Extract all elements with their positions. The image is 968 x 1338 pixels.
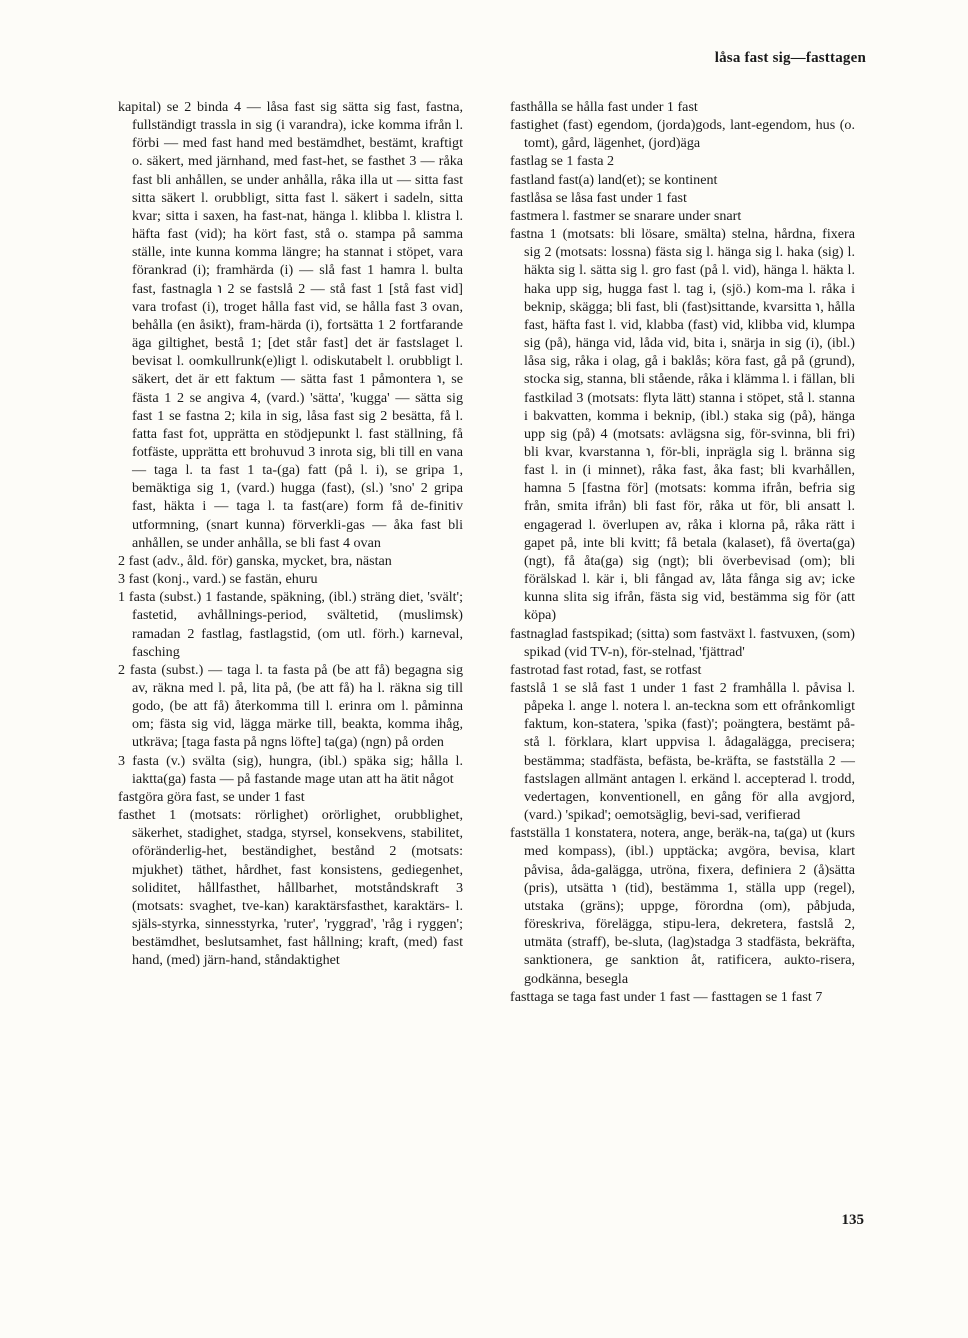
entry-line: avgjord, (vard.) 'spikad'; oemotsäglig, bevi- (524, 788, 855, 824)
entry-line: 2 se fastslå 2 — stå fast 1 [stå fast vid] (227, 280, 463, 297)
entry-line: fastlag se 1 fasta 2 (510, 153, 615, 170)
entry-line: fastlag, fastlagstid, (om utl. förh.) karneval, (201, 625, 463, 642)
entry-line: fastgöra göra fast, se under 1 fast (118, 788, 305, 805)
entry-line: sluta, (lag)stadga 3 stadfästa, bekräfta, (632, 934, 855, 951)
entry-line: påminna om; fästa sig vid, lägga märke till, (132, 698, 464, 733)
entry-line: i, snärja in sig (i), (ibl.) låsa sig, råka i olag, (524, 335, 855, 370)
entry-line: beakta, komma ihåg, utkräva; [taga fasta (132, 716, 463, 751)
entry-line: fastland fast(a) land(et); se kontinent (510, 171, 718, 188)
entry-line: under anhålla, råka illa ut — sitta fast sitta (132, 171, 464, 206)
entry-line: mage utan att ha ätit något (304, 770, 454, 787)
entry-line: period, svältetid, (muslimsk) ramadan 2 (132, 607, 464, 642)
entry-line: l. haka upp sig, hugga fast l. tag i, (sjö.) kom- (524, 262, 855, 297)
entry-line: fotfäste, upprätta ett brohuvud 3 inrota (132, 443, 357, 460)
entry-line: kapital) se 2 binda 4 — låsa fast sig sätta (118, 99, 375, 115)
entry-line: överlupen av, råka i klorna på, råka rätt (602, 516, 852, 533)
entry-line: fastrotad fast rotad, fast, se rotfast (510, 661, 702, 678)
dictionary-entry (510, 207, 855, 225)
entry-line: sig, stanna, bli stående, råka i klämma l. i (563, 371, 801, 388)
entry-line: — slå fast 1 hamra l. bulta fast, fastnagla ℩ (132, 262, 464, 297)
dictionary-entry (510, 116, 855, 152)
entry-line: antagen l. erkänd l. accepterad l. trodd, (631, 770, 855, 787)
entry-line: na, ta(ga) ut (kurs med kompass), (ibl.) (524, 825, 855, 860)
entry-line: (i varandra), icke komma ifrån l. förbi — (132, 117, 463, 152)
entry-line: i ryggen'; bestämdhet, beslutsamhet, fast (132, 916, 463, 951)
entry-line: fastslaget l. bevisat l. oomkullrunk(e)ligt (132, 335, 463, 370)
entry-line: styrsel, konsekvens, stabilitet, oföränderlig- (132, 825, 464, 860)
entry-line: mjukhet) täthet, hårdhet, fast konsistens, (132, 861, 392, 878)
entry-line: upptäcka; avgöra, bevisa, klart påvisa, åda- (524, 843, 855, 878)
dictionary-entry (510, 171, 855, 189)
entry-line: fastighet (fast) egendom, (jorda)gods, lant- (510, 117, 756, 134)
entry-line: vedertagen, konventionell, en gång för alla (524, 788, 809, 805)
entry-line: sad, verifierad (719, 807, 801, 824)
entry-line: få) begagna sig av, räkna med l. på, lita (132, 661, 464, 696)
entry-line: sig; hålla l. iaktta(ga) fasta — på fastande (132, 752, 463, 787)
entry-line: kräfta, se fastställa 2 — fastslagen allmänt (524, 752, 856, 787)
entry-line: (jord)äga (648, 135, 701, 152)
entry-line: hålla fast 3 ovan, behålla (en åsikt), fram- (132, 298, 464, 333)
entry-line: i stöpet, vara förankrad (i); framhärda (i) (132, 244, 463, 279)
entry-line: säkert l. orubbligt, sitta fast l. säkert i (161, 189, 395, 206)
entry-line: sadeln, sitta kvar; sitta i saxen, ha fast- (132, 189, 463, 224)
entry-line: het, se fasthet 3 — råka fast bli anhållen, se (132, 153, 463, 188)
entry-line: fastställa 1 konstatera, notera, ange, beräk- (510, 825, 754, 842)
right-column (510, 98, 855, 1006)
entry-line: styrka, sinnesstyrka, 'ruter', 'ryggrad', 'råg (161, 916, 409, 933)
entry-line: giltighet, bestå 1; [det står fast] det är (158, 335, 396, 352)
entry-line: l. odiskutabelt l. orubbligt l. säkert, det (132, 353, 463, 388)
entry-line: egendom, hus (o. tomt), gård, lägenhet, (524, 117, 855, 152)
entry-line: stanna i stöpet, stå l. stanna i bakvatten, (524, 389, 855, 424)
dictionary-entry (118, 788, 463, 806)
dictionary-entry (510, 189, 855, 207)
entry-line: 3 fast (konj., vard.) se fastän, ehuru (118, 571, 318, 588)
dictionary-entry (510, 988, 855, 1006)
entry-line: teckna som ett ofrånkomligt faktum, kon- (524, 698, 856, 733)
entry-line: (om), påbjuda, föreskriva, förelägga, stipu- (524, 897, 855, 933)
entry-line: med fast hand med bestämdhet, bestämt, (182, 135, 422, 152)
entry-line: l. påvisa l. påpeka l. ange l. notera l. an- (524, 680, 855, 715)
entry-line: ställe, inte kunna komma längre; ha stannat (132, 244, 389, 261)
dictionary-entry (510, 225, 855, 624)
dictionary-entry (118, 570, 463, 588)
entry-line: fast l. vid, klabba (fast) vid, klibba vid, (584, 316, 813, 333)
entry-line: fastslå 1 se slå fast 1 under 1 fast 2 framhålla (510, 680, 793, 696)
entry-line: kan) karaktärsfasthet, karaktärs- l. själs- (132, 897, 463, 933)
entry-line: hårdna, fixera sig 2 (motsats: lossna) fästa (524, 226, 855, 261)
entry-line: fasttaga se taga fast under 1 fast — fasttagen (510, 988, 766, 1005)
entry-line: härda (i), fortsätta 1 2 fortfarande äga (132, 316, 463, 352)
entry-line: sanktionera, ge sanktion åt, ratificera, aukto- (524, 952, 821, 969)
entry-line: hand, ståndaktighet (230, 952, 340, 969)
dictionary-entry (118, 588, 463, 661)
entry-line: sätta sig l. gro fast (på l. vid), hänga l. häkta (590, 262, 848, 279)
dictionary-entry (118, 752, 463, 788)
entry-line: överbevisad (om); bli förälskad l. kär i, bli (524, 552, 855, 588)
entry-line: 1 fasta (subst.) 1 fastande, späkning, (ibl.) (118, 589, 361, 606)
entry-line: ifrån, befria sig från, smita ifrån) bli fast (524, 480, 855, 515)
entry-line: upp sig (på) 4 (motsats: avlägsna sig, för- (524, 425, 771, 442)
entry-line: kraftigt o. säkert, med järnhand, med fast- (132, 135, 463, 170)
entry-line: fastnaglad fastspikad; (sitta) som fastväxt l. (510, 625, 761, 642)
entry-line: sig l. hänga sig l. haka (sig) l. häkta sig l. (524, 244, 855, 279)
entry-line: lera, dekretera, fastslå 2, utmäta (straff), be- (524, 916, 855, 951)
entry-line: nat, hänga l. klibba l. klistra l. häfta fast (132, 207, 464, 243)
entry-line: fasthet 1 (motsats: rörlighet) orörlighet, (118, 807, 395, 824)
entry-line: fällan, bli fastkilad 3 (motsats: flyta lätt) (524, 371, 856, 406)
entry-line: (vard.) hugga (fast), (sl.) 'sno' 2 gripa fast, (132, 480, 463, 515)
dictionary-entry (510, 152, 855, 170)
entry-line: för, råka ut för, bli ansatt l. engagerad l. (524, 498, 855, 533)
dictionary-entry (510, 661, 855, 679)
entry-line: galägga, utröna, fixera, definiera 2 (å)sätta (595, 861, 855, 878)
entry-line: (be att få) återkomma till l. erinra om l. (169, 698, 415, 715)
entry-line: motståndskraft 3 (motsats: svaghet, tve- (132, 879, 463, 914)
entry-line: fastna 1 (motsats: bli lösare, smälta) stelna, (510, 226, 775, 243)
entry-line: gediegenhet, soliditet, hållfasthet, hållbarhet, (132, 861, 463, 896)
entry-line: (pris), utsätta ℩ (tid), bestämma 1, ställa upp (524, 879, 814, 896)
entry-line: 3 fasta (v.) svälta (sig), hungra, (ibl.) späka (118, 752, 394, 769)
entry-line: hållning; kraft, (med) fast hand, (med) järn- (132, 934, 463, 969)
entry-line: stå l. förklara, klart uppvisa l. ådagalägga, (524, 734, 801, 751)
entry-line: klumpa sig (på), hänga vid, låda vid, bita (524, 316, 855, 352)
entry-line: ma l. råka i beknip, skägga; bli fast, bli (524, 280, 855, 315)
entry-line: (vid); ha kört fast, stå o. stampa på samma (194, 226, 463, 243)
entry-line: gå i baklås; köra fast, gå på (grund), stocka (524, 353, 855, 388)
entry-line: stelnad, 'fjättrad' (652, 643, 745, 660)
dictionary-entry (118, 661, 463, 752)
entry-line: sig fast, fastna, fullständigt trassla in sig (132, 99, 463, 134)
dictionary-entry (118, 98, 463, 552)
entry-line: upprätta en stödjepunkt l. fast ställning, få (213, 425, 463, 442)
entry-line: fastvuxen, (som) spikad (vid TV-n), för- (524, 625, 855, 660)
entry-line: precisera; bestämma; stadfästa, befästa, be- (524, 734, 855, 769)
entry-line: häkta i — taga l. ta fast(are) form få de- (163, 498, 429, 515)
entry-line: (regel), utstaka (gräns); uppge, förordna (524, 879, 855, 914)
entry-line: i gapet på, inte bli kvitt; få betala (kalaset), (524, 516, 856, 551)
entry-line: statera, 'spika (fast)'; poängtera, bestämt på- (598, 716, 855, 733)
entry-line: fångad av, låta fånga sig av; icke kunna slita (524, 571, 855, 606)
dictionary-entry (510, 625, 855, 661)
entry-line: fastlåsa se låsa fast under 1 fast (510, 189, 687, 206)
dictionary-entry (510, 824, 855, 987)
entry-line: på, (be att få) ha l. räkna sig till godo, (132, 680, 463, 715)
entry-line: (fast)sittande, kvarsitta ℩, hålla fast, häfta (524, 298, 855, 333)
entry-line: vara trofast (i), troget hålla fast vid, se (132, 298, 363, 315)
entry-line: se 1 fast 7 (765, 988, 823, 1005)
entry-line: låsa fast sig 2 besätta, få l. fatta fast fot, (132, 407, 463, 442)
entry-line: gas — åka fast bli anhållen, se under anhålla, (132, 516, 463, 551)
entry-line: se bli fast 4 ovan (285, 534, 381, 551)
entry-line: finitiv utformning, (snart kunna) förverkli- (132, 498, 463, 533)
entry-line: sig ifrån, fästa sig vid, bestämma sig för (592, 589, 837, 606)
entry-line: 2 fast (adv., åld. för) ganska, mycket, bra, (118, 552, 356, 569)
entry-line: svinna, bli fri) bli kvar, kvarstanna ℩, för- (524, 425, 855, 460)
left-column (118, 98, 463, 970)
entry-line: het, beständighet, bestånd 2 (motsats: (206, 843, 463, 860)
entry-line: fastmera l. fastmer se snarare under snart (510, 207, 742, 224)
entry-line: (att köpa) (524, 589, 855, 624)
dictionary-entry (118, 806, 463, 969)
dictionary-entry (510, 98, 855, 116)
entry-line: komma i beknip, (ibl.) staka sig (på), hänga (596, 407, 855, 424)
entry-line: minnet), råka fast, åka fast; bli kvarhållen, (597, 462, 855, 479)
entry-line: orubblighet, säkerhet, stadighet, stadga, (132, 807, 463, 842)
dictionary-entry (510, 679, 855, 824)
running-head: låsa fast sig—fasttagen (714, 50, 866, 66)
entry-line: hamna 5 [fastna för] (motsats: komma (524, 480, 763, 497)
entry-line: är ett faktum — sätta fast 1 påmontera ℩, (198, 371, 452, 388)
page-number: 135 (841, 1212, 864, 1228)
entry-line: sig, bli till en vana — taga l. ta fast 1 ta- (132, 443, 463, 479)
entry-line: (ga) fatt (på l. i), se gripa 1, bemäktiga sig 1, (132, 462, 463, 497)
entry-line: sträng diet, 'svält'; fastetid, avhållnings- (132, 589, 463, 624)
entry-line: risera, godkänna, besegla (524, 952, 855, 987)
entry-line: få överta(ga) (ngt), få åta(ga) sig (ngt); bli (524, 534, 856, 569)
entry-line: nästan (355, 552, 392, 569)
entry-line: fasthålla se hålla fast under 1 fast (510, 99, 698, 115)
entry-line: — sätta sig fast 1 se fastna 2; kila in sig, (132, 389, 463, 424)
entry-line: bli, inprägla sig l. bränna sig fast l. in (i (524, 443, 856, 479)
entry-line: se fästa 1 2 se angiva 4, (vard.) 'sätta', 'kugga' (132, 371, 463, 406)
entry-line: på ngns löfte] ta(ga) (ngn) på orden (243, 734, 444, 751)
dictionary-entry (118, 552, 463, 570)
entry-line: 2 fasta (subst.) — taga l. ta fasta på (be att (118, 661, 375, 678)
entry-line: fasching (132, 643, 180, 660)
